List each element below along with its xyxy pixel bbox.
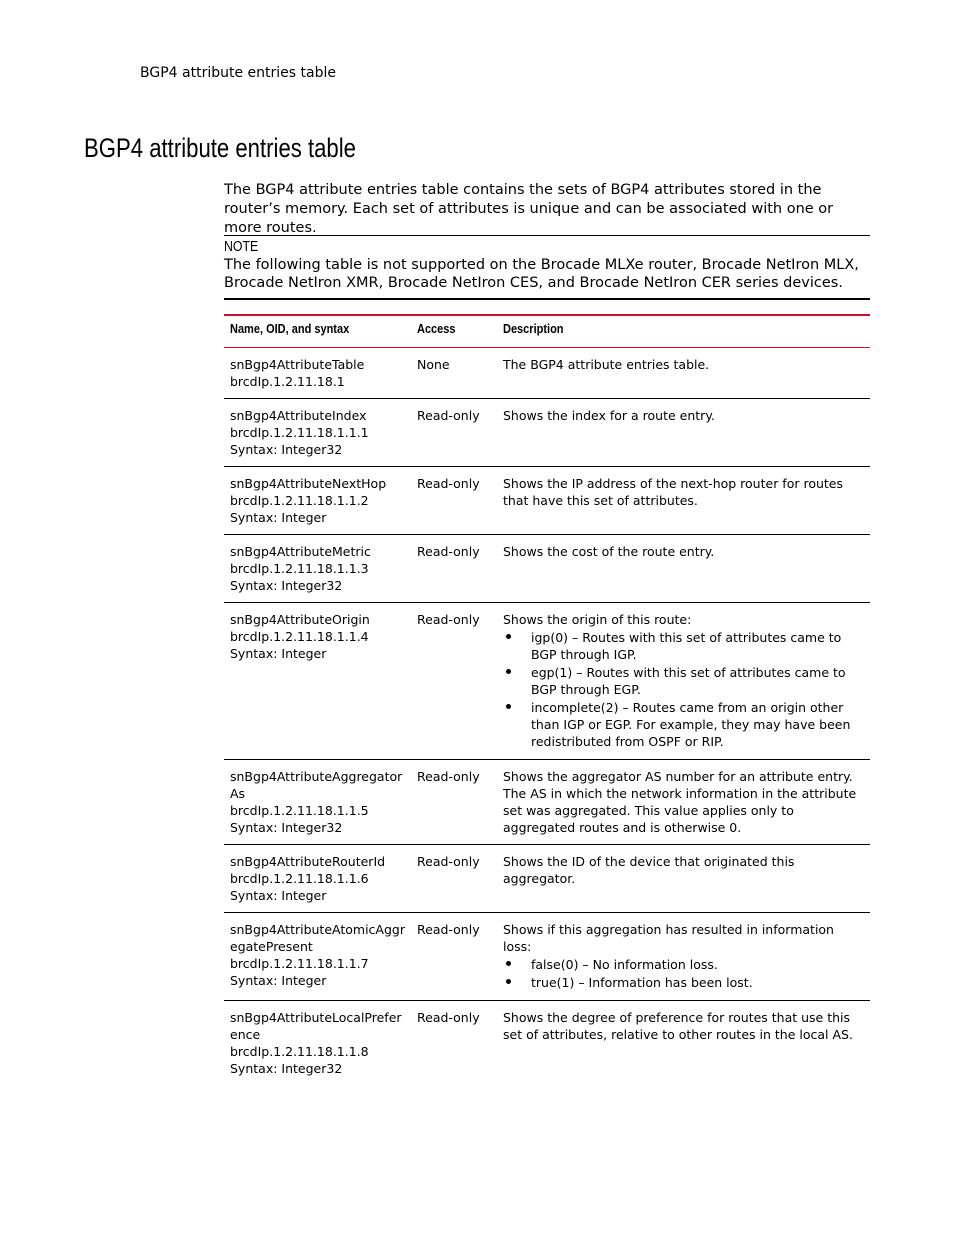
description-bullet-item: incomplete(2) – Routes came from an origin other than IGP or EGP. For example, they may have been redistributed from OSPF or RIP. bbox=[503, 699, 864, 750]
object-syntax: Syntax: Integer32 bbox=[230, 578, 343, 593]
note-block bbox=[224, 235, 870, 300]
description-cell bbox=[497, 1001, 870, 1086]
access-cell: Read-only bbox=[417, 408, 480, 423]
table-row bbox=[224, 399, 870, 467]
access-cell: Read-only bbox=[417, 922, 480, 937]
table-body bbox=[224, 348, 870, 1086]
description-bullet-item: true(1) – Information has been lost. bbox=[503, 974, 864, 991]
description-text: Shows the degree of preference for routes that use this set of attributes, relative to other routes in the local AS. bbox=[503, 1010, 853, 1042]
object-name-cell bbox=[224, 913, 411, 1001]
description-cell bbox=[497, 535, 870, 603]
intro-paragraph: The BGP4 attribute entries table contains the sets of BGP4 attributes stored in the router’s memory. Each set of attributes is unique and can be associated with one or more routes. bbox=[224, 182, 834, 236]
object-oid: brcdIp.1.2.11.18.1.1.4 bbox=[230, 629, 369, 644]
description-bullet-list bbox=[503, 956, 864, 991]
note-text: The following table is not supported on the Brocade MLXe router, Brocade NetIron MLX, Brocade NetIron XMR, Brocade NetIron CES, and Brocade NetIron CER series devices. bbox=[224, 257, 859, 291]
object-name-cell bbox=[224, 845, 411, 913]
table-row bbox=[224, 467, 870, 535]
access-cell: Read-only bbox=[417, 854, 480, 869]
description-text: The BGP4 attribute entries table. bbox=[503, 357, 710, 372]
description-text: Shows the ID of the device that originated this aggregator. bbox=[503, 854, 795, 886]
table-header-row bbox=[224, 315, 870, 348]
description-bullet-item: egp(1) – Routes with this set of attributes came to BGP through EGP. bbox=[503, 664, 864, 698]
description-cell bbox=[497, 467, 870, 535]
object-syntax: Syntax: Integer bbox=[230, 646, 327, 661]
object-syntax: Syntax: Integer bbox=[230, 888, 327, 903]
description-text: Shows if this aggregation has resulted in information loss: bbox=[503, 922, 834, 954]
description-text: Shows the aggregator AS number for an attribute entry. The AS in which the network information in the attribute set was aggregated. This value applies only to aggregated routes and is otherwise 0. bbox=[503, 769, 857, 835]
table-row bbox=[224, 535, 870, 603]
table-row bbox=[224, 1001, 870, 1086]
object-name: snBgp4AttributeMetric bbox=[230, 544, 371, 559]
description-bullet-item: false(0) – No information loss. bbox=[503, 956, 864, 973]
access-cell: Read-only bbox=[417, 1010, 480, 1025]
object-name: snBgp4AttributeRouterId bbox=[230, 854, 386, 869]
object-name-cell bbox=[224, 535, 411, 603]
table-row bbox=[224, 603, 870, 760]
object-name: snBgp4AttributeLocalPreference bbox=[230, 1010, 402, 1042]
object-syntax: Syntax: Integer bbox=[230, 510, 327, 525]
access-cell: None bbox=[417, 357, 450, 372]
object-oid: brcdIp.1.2.11.18.1.1.1 bbox=[230, 425, 369, 440]
table-row bbox=[224, 760, 870, 845]
object-name-cell bbox=[224, 348, 411, 399]
description-cell bbox=[497, 399, 870, 467]
object-name: snBgp4AttributeAggregatorAs bbox=[230, 769, 403, 801]
object-name-cell bbox=[224, 1001, 411, 1086]
note-label: NOTE bbox=[224, 239, 259, 255]
table-row bbox=[224, 913, 870, 1001]
object-name: snBgp4AttributeOrigin bbox=[230, 612, 370, 627]
table-row bbox=[224, 348, 870, 399]
running-header: BGP4 attribute entries table bbox=[140, 65, 336, 81]
column-header-access: Access bbox=[417, 322, 456, 336]
table-row bbox=[224, 845, 870, 913]
description-text: Shows the IP address of the next-hop router for routes that have this set of attributes. bbox=[503, 476, 844, 508]
description-text: Shows the cost of the route entry. bbox=[503, 544, 715, 559]
access-cell: Read-only bbox=[417, 612, 480, 627]
object-name: snBgp4AttributeTable bbox=[230, 357, 365, 372]
description-cell bbox=[497, 348, 870, 399]
description-bullet-list bbox=[503, 629, 864, 750]
description-cell bbox=[497, 760, 870, 845]
object-syntax: Syntax: Integer32 bbox=[230, 442, 343, 457]
access-cell: Read-only bbox=[417, 476, 480, 491]
mib-object-table bbox=[224, 314, 870, 1085]
object-name: snBgp4AttributeIndex bbox=[230, 408, 367, 423]
column-header-name: Name, OID, and syntax bbox=[230, 322, 350, 336]
description-text: Shows the index for a route entry. bbox=[503, 408, 715, 423]
object-name: snBgp4AttributeNextHop bbox=[230, 476, 387, 491]
object-syntax: Syntax: Integer32 bbox=[230, 820, 343, 835]
description-bullet-item: igp(0) – Routes with this set of attributes came to BGP through IGP. bbox=[503, 629, 864, 663]
description-text: Shows the origin of this route: bbox=[503, 612, 692, 627]
object-oid: brcdIp.1.2.11.18.1.1.5 bbox=[230, 803, 369, 818]
object-oid: brcdIp.1.2.11.18.1 bbox=[230, 374, 345, 389]
object-oid: brcdIp.1.2.11.18.1.1.7 bbox=[230, 956, 369, 971]
access-cell: Read-only bbox=[417, 544, 480, 559]
object-name-cell bbox=[224, 603, 411, 760]
description-cell bbox=[497, 845, 870, 913]
object-oid: brcdIp.1.2.11.18.1.1.6 bbox=[230, 871, 369, 886]
object-syntax: Syntax: Integer bbox=[230, 973, 327, 988]
object-oid: brcdIp.1.2.11.18.1.1.2 bbox=[230, 493, 369, 508]
object-oid: brcdIp.1.2.11.18.1.1.3 bbox=[230, 561, 369, 576]
object-name-cell bbox=[224, 760, 411, 845]
object-name-cell bbox=[224, 467, 411, 535]
column-header-description: Description bbox=[503, 322, 564, 336]
page-title: BGP4 attribute entries table bbox=[84, 133, 356, 163]
object-syntax: Syntax: Integer32 bbox=[230, 1061, 343, 1076]
object-oid: brcdIp.1.2.11.18.1.1.8 bbox=[230, 1044, 369, 1059]
access-cell: Read-only bbox=[417, 769, 480, 784]
description-cell bbox=[497, 913, 870, 1001]
object-name: snBgp4AttributeAtomicAggregatePresent bbox=[230, 922, 405, 954]
object-name-cell bbox=[224, 399, 411, 467]
description-cell bbox=[497, 603, 870, 760]
